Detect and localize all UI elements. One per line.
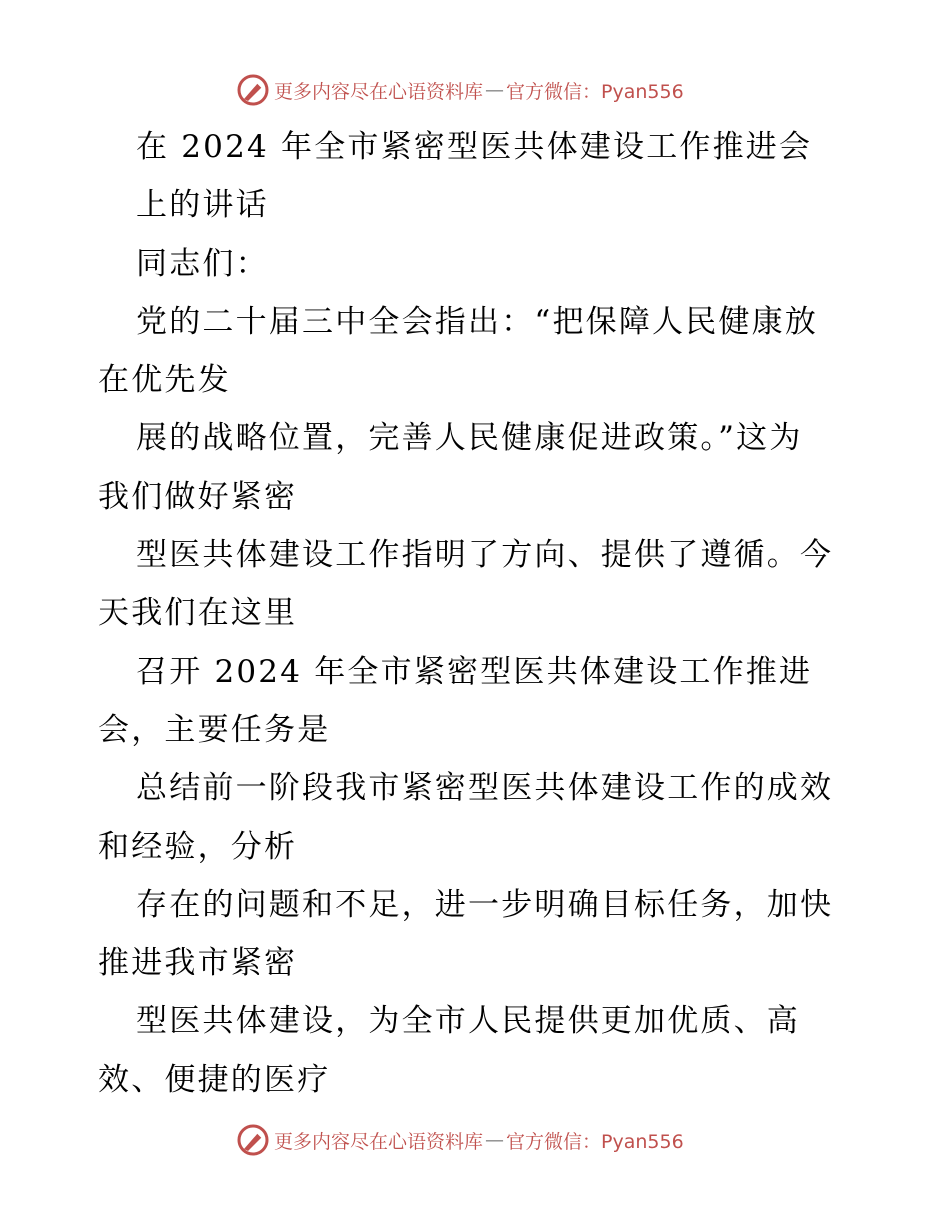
text-line: 型医共体建设，为全市人民提供更加优质、高 xyxy=(136,1003,800,1040)
text-line: 上的讲话 xyxy=(136,187,269,224)
text-line: 会，主要任务是 xyxy=(98,711,331,748)
text-line: 天我们在这里 xyxy=(98,595,298,632)
pen-seal-icon xyxy=(236,1123,270,1157)
text-line: 效、便捷的医疗 xyxy=(98,1061,331,1098)
watermark-contact: 官方微信：Pyan556 xyxy=(506,80,684,103)
watermark-text: 更多内容尽在心语资料库 xyxy=(274,1130,484,1153)
watermark-text: 更多内容尽在心语资料库 xyxy=(274,80,484,103)
header-watermark xyxy=(236,72,756,108)
text-line: 型医共体建设工作指明了方向、提供了遵循。今 xyxy=(136,537,834,574)
text-line: 同志们： xyxy=(136,245,269,282)
watermark-separator: — xyxy=(485,79,505,101)
pen-seal-icon xyxy=(236,73,270,107)
watermark-contact: 官方微信：Pyan556 xyxy=(506,1130,684,1153)
text-line: 存在的问题和不足，进一步明确目标任务，加快 xyxy=(136,886,834,923)
footer-watermark xyxy=(236,1122,756,1158)
text-line: 总结前一阶段我市紧密型医共体建设工作的成效 xyxy=(136,770,834,807)
text-line: 在优先发 xyxy=(98,362,231,399)
text-line: 在 2024 年全市紧密型医共体建设工作推进会 xyxy=(136,129,813,165)
text-line: 展的战略位置，完善人民健康促进政策。”这为 xyxy=(136,420,803,457)
text-line: 和经验，分析 xyxy=(98,828,298,865)
text-line: 我们做好紧密 xyxy=(98,478,298,515)
text-line: 推进我市紧密 xyxy=(98,945,298,982)
speech-body xyxy=(98,118,858,1109)
text-line: 党的二十届三中全会指出：“把保障人民健康放 xyxy=(136,303,819,340)
text-line: 召开 2024 年全市紧密型医共体建设工作推进 xyxy=(136,653,813,690)
watermark-separator: — xyxy=(485,1129,505,1151)
